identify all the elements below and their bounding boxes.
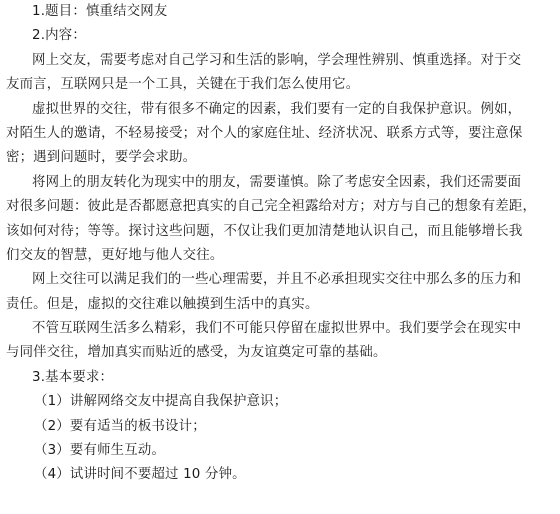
content-heading: 2.内容： — [32, 28, 86, 44]
paragraph-line: 虚拟世界的交往，带有很多不确定的因素，我们要有一定的自我保护意识。例如， — [32, 101, 522, 117]
document — [6, 0, 554, 488]
requirements-heading: 3.基本要求： — [32, 369, 114, 385]
paragraph-line: 不管互联网生活多么精彩，我们不可能只停留在虚拟世界中。我们要学会在现实中 — [32, 321, 522, 337]
paragraph-line: 对陌生人的邀请，不轻易接受；对个人的家庭住址、经济状况、联系方式等，要注意保 — [6, 125, 523, 141]
topic-line: 1.题目：慎重结交网友 — [32, 4, 168, 19]
paragraph-1 — [6, 49, 554, 98]
paragraph-line: 友而言，互联网只是一个工具，关键在于我们怎么使用它。 — [6, 77, 360, 93]
paragraph-line: 将网上的朋友转化为现实中的朋友，需要谨慎。除了考虑安全因素，我们还需要面 — [32, 174, 522, 190]
paragraph-line: 对很多问题：彼此是否都愿意把真实的自己完全袒露给对方；对方与自己的想象有差距， — [6, 199, 537, 215]
paragraph-5 — [6, 317, 554, 366]
paragraph-2 — [6, 98, 554, 171]
requirement-item: （4）试讲时间不要超过 10 分钟。 — [34, 467, 246, 483]
paragraph-line: 责任。但是，虚拟的交往难以触摸到生活中的真实。 — [6, 296, 319, 312]
requirement-item: （1）讲解网络交友中提高自我保护意识； — [34, 394, 288, 410]
paragraph-line: 网上交往可以满足我们的一些心理需要，并且不必承担现实交往中那么多的压力和 — [32, 272, 522, 288]
requirement-item: （3）要有师生互动。 — [34, 443, 166, 459]
paragraph-line: 们交友的智慧，更好地与他人交往。 — [6, 247, 224, 263]
paragraph-line: 密；遇到问题时，要学会求助。 — [6, 150, 197, 166]
paragraph-3 — [6, 171, 554, 269]
paragraph-line: 与同伴交往，增加真实而贴近的感受，为友谊奠定可靠的基础。 — [6, 345, 387, 361]
paragraph-line: 网上交友，需要考虑对自己学习和生活的影响，学会理性辨别、慎重选择。对于交 — [32, 52, 522, 68]
paragraph-4 — [6, 268, 554, 317]
requirement-item: （2）要有适当的板书设计； — [34, 418, 206, 434]
paragraph-line: 该如何对待；等等。探讨这些问题，不仅让我们更加清楚地认识自己，而且能够增长我 — [6, 223, 523, 239]
